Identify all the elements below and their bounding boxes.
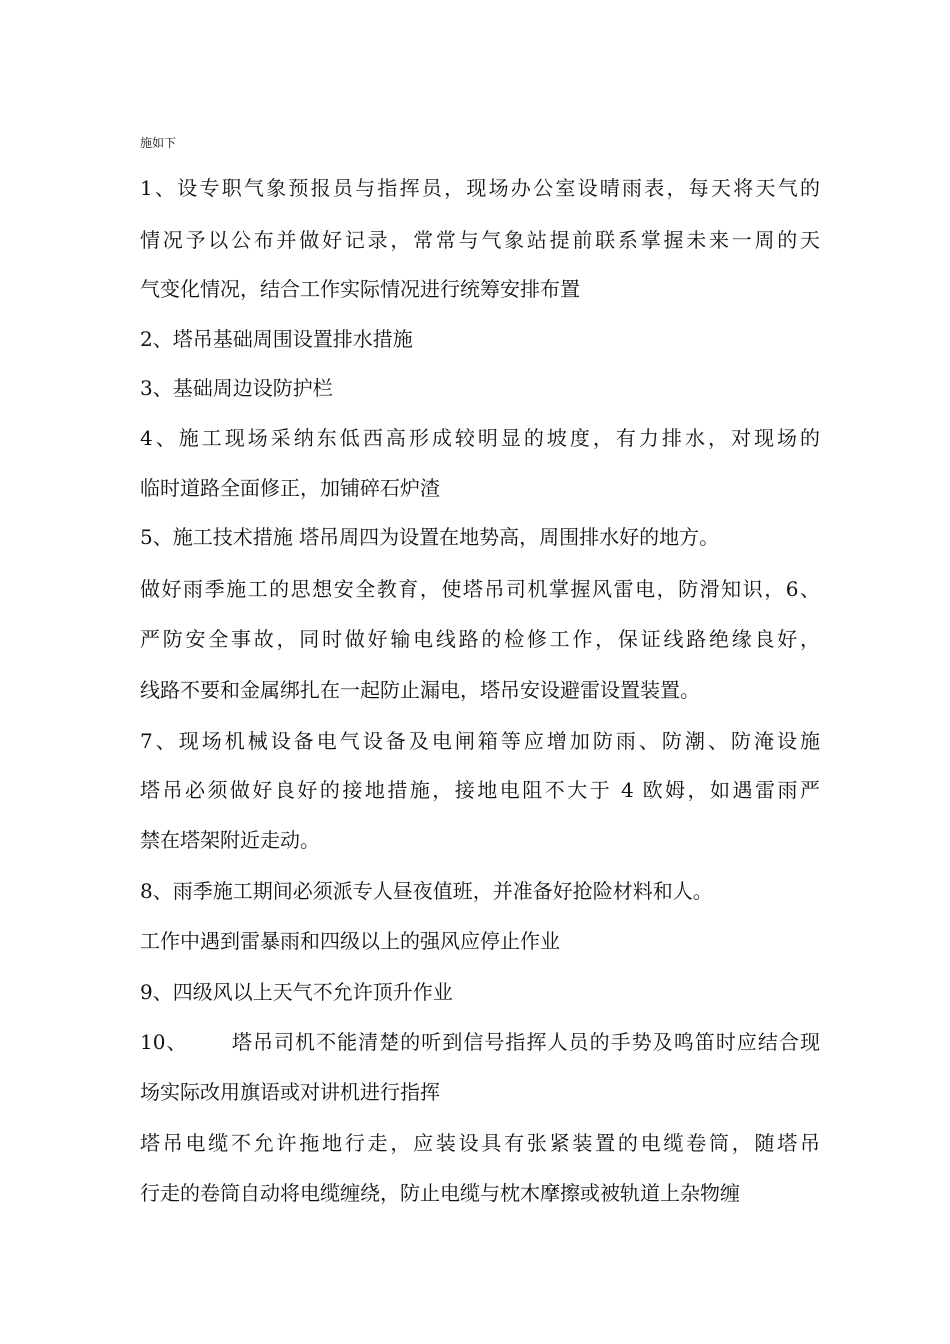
text-line: 4、施工现场采纳东低西高形成较明显的坡度，有力排水，对现场的 (140, 426, 820, 450)
text-line: 气变化情况，结合工作实际情况进行统筹安排布置 (140, 277, 580, 301)
text-line: 情况予以公布并做好记录，常常与气象站提前联系掌握未来一周的天 (140, 228, 820, 252)
text-line: 工作中遇到雷暴雨和四级以上的强风应停止作业 (140, 929, 560, 953)
text-line: 严防安全事故，同时做好输电线路的检修工作，保证线路绝缘良好， (140, 627, 820, 651)
text-line: 禁在塔架附近走动。 (140, 828, 320, 852)
text-line: 塔吊必须做好良好的接地措施，接地电阻不大于 4 欧姆，如遇雷雨严 (140, 778, 820, 802)
text-line: 做好雨季施工的思想安全教育，使塔吊司机掌握风雷电，防滑知识，6、 (140, 577, 820, 601)
text-line: 1、设专职气象预报员与指挥员，现场办公室设晴雨表，每天将天气的 (140, 176, 820, 200)
header-note: 施如下 (140, 136, 177, 150)
text-line: 塔吊电缆不允许拖地行走，应装设具有张紧装置的电缆卷筒，随塔吊 (140, 1131, 820, 1155)
text-line: 7、现场机械设备电气设备及电闸箱等应增加防雨、防潮、防淹设施 (140, 729, 820, 753)
text-line: 9、四级风以上天气不允许顶升作业 (140, 980, 453, 1004)
text-line: 3、基础周边设防护栏 (140, 376, 333, 400)
text-line: 场实际改用旗语或对讲机进行指挥 (140, 1080, 440, 1104)
text-line: 2、塔吊基础周围设置排水措施 (140, 327, 413, 351)
text-line: 10、 塔吊司机不能清楚的听到信号指挥人员的手势及鸣笛时应结合现 (140, 1030, 820, 1054)
text-line: 行走的卷筒自动将电缆缠绕，防止电缆与枕木摩擦或被轨道上杂物缠 (140, 1181, 740, 1205)
text-line: 线路不要和金属绑扎在一起防止漏电，塔吊安设避雷设置装置。 (140, 678, 700, 702)
text-line: 临时道路全面修正，加铺碎石炉渣 (140, 476, 440, 500)
text-line: 8、雨季施工期间必须派专人昼夜值班，并准备好抢险材料和人。 (140, 879, 713, 903)
text-line: 5、施工技术措施 塔吊周四为设置在地势高，周围排水好的地方。 (140, 525, 720, 549)
